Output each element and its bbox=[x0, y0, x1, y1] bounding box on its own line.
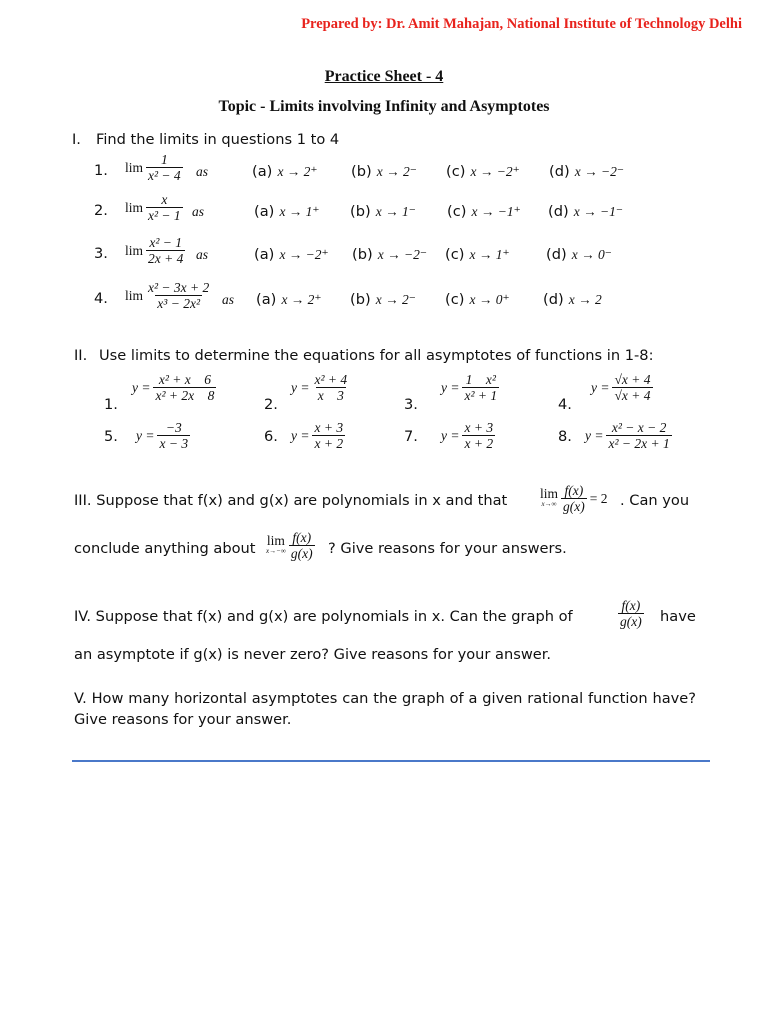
section3-limit-expression bbox=[540, 483, 608, 514]
page-title: Practice Sheet - 4 bbox=[324, 68, 444, 85]
lim-label: lim bbox=[125, 287, 144, 303]
question-number: 1. bbox=[94, 162, 108, 179]
option-expression: x → 2⁺ bbox=[277, 164, 318, 179]
fraction-denominator: g(x) bbox=[563, 499, 585, 514]
fraction-numerator: 1 bbox=[160, 152, 168, 167]
function-fraction bbox=[312, 372, 349, 403]
function-number: 6. bbox=[264, 428, 278, 445]
document-header: Prepared by: Dr. Amit Mahajan, National Institute of Technology Delhi bbox=[301, 16, 742, 32]
option bbox=[256, 289, 322, 308]
section1-heading-num: I. bbox=[72, 131, 81, 148]
option-expression: x → 0⁺ bbox=[469, 292, 510, 307]
function-fraction bbox=[157, 420, 190, 451]
as-word: as bbox=[196, 247, 209, 262]
option bbox=[252, 161, 318, 180]
option-label: (c) bbox=[446, 163, 466, 180]
as-word: as bbox=[196, 164, 209, 179]
option-label: (a) bbox=[254, 203, 275, 220]
lim-label: lim bbox=[125, 242, 144, 258]
fraction-numerator: x bbox=[161, 192, 168, 207]
section2-heading: Use limits to determine the equations for all asymptotes of functions in 1-8: bbox=[99, 347, 654, 364]
fraction-denominator: x − 3 bbox=[159, 436, 189, 451]
option bbox=[351, 161, 417, 180]
y-equals: y = bbox=[441, 379, 460, 395]
option-expression: x → −2⁻ bbox=[377, 247, 427, 262]
fraction-denominator: x² + 2x 8 bbox=[155, 388, 215, 403]
option-expression: x → 2⁻ bbox=[375, 292, 416, 307]
option-label: (a) bbox=[256, 291, 277, 308]
fraction-denominator: √x + 4 bbox=[614, 388, 651, 403]
fraction-denominator: x² − 2x + 1 bbox=[608, 436, 670, 451]
option-expression: x → 0⁻ bbox=[571, 247, 612, 262]
option-expression: x → −2⁻ bbox=[574, 164, 624, 179]
question-number: 2. bbox=[94, 202, 108, 219]
section3-text-c: conclude anything about bbox=[74, 540, 256, 557]
section3-text-b: . Can you bbox=[620, 492, 690, 509]
option-expression: x → −2⁺ bbox=[279, 247, 329, 262]
option-label: (b) bbox=[350, 203, 371, 220]
option-label: (c) bbox=[445, 291, 465, 308]
option-label: (d) bbox=[546, 246, 567, 263]
section4-fraction bbox=[618, 598, 644, 629]
option bbox=[445, 244, 510, 263]
lim-subscript: x→∞ bbox=[541, 499, 557, 508]
option-label: (a) bbox=[252, 163, 273, 180]
lim-subscript: x→−∞ bbox=[266, 546, 286, 555]
fraction-numerator: f(x) bbox=[564, 483, 584, 498]
y-equals: y = bbox=[136, 427, 155, 443]
function-expression bbox=[441, 372, 499, 403]
fraction-numerator: −3 bbox=[165, 420, 182, 435]
option bbox=[548, 201, 623, 220]
fraction-denominator: x² − 4 bbox=[148, 168, 181, 183]
lim-label: lim bbox=[125, 199, 144, 215]
option-label: (c) bbox=[447, 203, 467, 220]
bottom-divider bbox=[72, 760, 710, 762]
y-equals: y = bbox=[291, 427, 310, 443]
fraction-denominator: g(x) bbox=[290, 546, 313, 561]
option bbox=[254, 244, 329, 263]
limit-expression bbox=[125, 152, 183, 183]
fraction-numerator: x² − x − 2 bbox=[611, 420, 667, 435]
fraction-denominator: x + 2 bbox=[314, 436, 344, 451]
function-number: 7. bbox=[404, 428, 418, 445]
option-label: (b) bbox=[352, 246, 373, 263]
fraction-numerator: x² − 3x + 2 bbox=[148, 280, 210, 295]
y-equals: y = bbox=[585, 427, 604, 443]
option-label: (c) bbox=[445, 246, 465, 263]
function-fraction bbox=[612, 372, 652, 403]
function-expression bbox=[591, 372, 653, 403]
option bbox=[254, 201, 320, 220]
option bbox=[350, 201, 416, 220]
as-word: as bbox=[222, 292, 235, 307]
option-expression: x → 1⁻ bbox=[375, 204, 416, 219]
function-expression bbox=[585, 420, 672, 451]
limit-fraction bbox=[146, 235, 185, 266]
function-number: 5. bbox=[104, 428, 118, 445]
option bbox=[350, 289, 416, 308]
option bbox=[445, 289, 510, 308]
function-expression bbox=[291, 420, 345, 451]
function-number: 4. bbox=[558, 396, 572, 413]
function-expression bbox=[291, 372, 349, 403]
fraction-denominator: 2x + 4 bbox=[148, 251, 184, 266]
section4-text-a: IV. Suppose that f(x) and g(x) are polynomials in x. Can the graph of bbox=[74, 608, 573, 625]
fraction-denominator: x² − 1 bbox=[148, 208, 181, 223]
limit-expression bbox=[125, 280, 211, 311]
fraction-numerator: 1 x² bbox=[465, 372, 496, 387]
limit-expression bbox=[125, 192, 183, 223]
section2-heading-num: II. bbox=[74, 347, 88, 364]
section5-text: V. How many horizontal asymptotes can the graph of a given rational function have? Give reasons for your answer. bbox=[74, 690, 696, 728]
section4-text-c: an asymptote if g(x) is never zero? Give reasons for your answer. bbox=[74, 646, 552, 663]
as-word: as bbox=[192, 204, 205, 219]
fraction-numerator: x² + 4 bbox=[314, 372, 348, 387]
section3-text-d: ? Give reasons for your answers. bbox=[328, 540, 567, 557]
fraction-numerator: x + 3 bbox=[464, 420, 494, 435]
y-equals: y = bbox=[291, 379, 310, 395]
option-label: (b) bbox=[351, 163, 372, 180]
option-expression: x → 2 bbox=[568, 292, 602, 307]
option-expression: x → −2⁺ bbox=[470, 164, 520, 179]
option-expression: x → 2⁺ bbox=[281, 292, 322, 307]
option-label: (d) bbox=[548, 203, 569, 220]
question-number: 3. bbox=[94, 245, 108, 262]
lim-label: lim bbox=[540, 485, 559, 501]
option bbox=[546, 244, 612, 263]
fraction-denominator: g(x) bbox=[620, 614, 642, 629]
function-fraction bbox=[462, 420, 495, 451]
y-equals: y = bbox=[591, 379, 610, 395]
fraction-numerator: x² + x 6 bbox=[158, 372, 212, 387]
option-label: (b) bbox=[350, 291, 371, 308]
fraction-denominator: x + 2 bbox=[464, 436, 494, 451]
option bbox=[549, 161, 624, 180]
y-equals: y = bbox=[132, 379, 151, 395]
lim-label: lim bbox=[125, 159, 144, 175]
fraction-numerator: x + 3 bbox=[314, 420, 344, 435]
fraction-numerator: f(x) bbox=[621, 598, 641, 613]
function-expression bbox=[132, 372, 216, 403]
function-fraction bbox=[606, 420, 671, 451]
limit-fraction bbox=[146, 280, 211, 311]
function-fraction bbox=[312, 420, 345, 451]
fraction-numerator: f(x) bbox=[292, 530, 312, 545]
option-expression: x → 1⁺ bbox=[279, 204, 320, 219]
limit-fraction bbox=[146, 152, 183, 183]
section3-limit-expression-2 bbox=[266, 530, 315, 561]
option bbox=[352, 244, 427, 263]
option bbox=[447, 201, 521, 220]
option-expression: x → −1⁺ bbox=[471, 204, 521, 219]
lim-label: lim bbox=[266, 532, 285, 548]
y-equals: y = bbox=[441, 427, 460, 443]
limit-fraction bbox=[146, 192, 183, 223]
option bbox=[446, 161, 520, 180]
limit-expression bbox=[125, 235, 185, 266]
question-number: 4. bbox=[94, 290, 108, 307]
option-expression: x → 2⁻ bbox=[376, 164, 417, 179]
fraction-denominator: x² + 1 bbox=[464, 388, 498, 403]
function-number: 8. bbox=[558, 428, 572, 445]
function-number: 1. bbox=[104, 396, 118, 413]
function-expression bbox=[441, 420, 495, 451]
option-expression: x → −1⁻ bbox=[573, 204, 623, 219]
fraction-denominator: x³ − 2x² bbox=[157, 296, 200, 311]
function-number: 3. bbox=[404, 396, 418, 413]
section4-text-b: have bbox=[660, 608, 696, 625]
option-label: (a) bbox=[254, 246, 275, 263]
fraction-numerator: x² − 1 bbox=[149, 235, 183, 250]
function-fraction bbox=[153, 372, 216, 403]
function-number: 2. bbox=[264, 396, 278, 413]
option-label: (d) bbox=[549, 163, 570, 180]
option-expression: x → 1⁺ bbox=[469, 247, 510, 262]
option-label: (d) bbox=[543, 291, 564, 308]
function-expression bbox=[136, 420, 190, 451]
function-fraction bbox=[462, 372, 499, 403]
option bbox=[543, 289, 602, 308]
fraction-denominator: x 3 bbox=[317, 388, 344, 403]
fraction-numerator: √x + 4 bbox=[614, 372, 651, 387]
section3-text-a: III. Suppose that f(x) and g(x) are polynomials in x and that bbox=[74, 492, 508, 509]
equals-value: = 2 bbox=[589, 490, 608, 506]
topic-title: Topic - Limits involving Infinity and Asymptotes bbox=[218, 98, 550, 115]
section1-heading: Find the limits in questions 1 to 4 bbox=[96, 131, 340, 148]
